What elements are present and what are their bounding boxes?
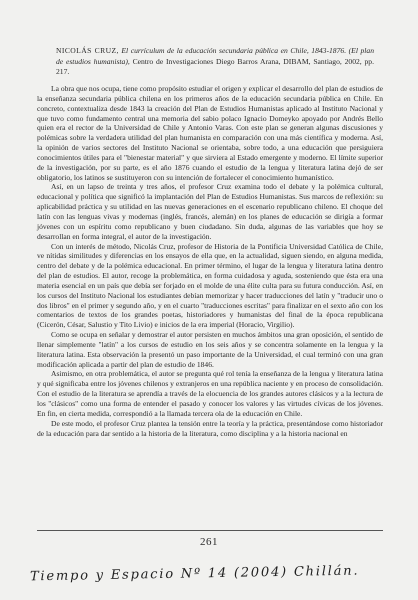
paragraph: La obra que nos ocupa, tiene como propósito estudiar el origen y explicar el desarrollo del plan de estudios de la enseñanza secundaria pública chilena en los primeros años de la educación secundaria pública en Chile. En concreto, contextualiza desde 1843 la creación del Plan de Estudios Humanistas aplicado al Instituto Nacional y que tuvo como fundamento central una memoria del sabio polaco Ignacio Domeyko apoyado por Andrés Bello quien era el rector de la Universidad de Chile y Antonio Varas. Con este plan se generan algunas discusiones y polémicas sobre la verdadera utilidad del plan humanista en comparación con una más científica y moderna. Así, la opinión de varios sectores del Instituto Nacional se orientaba, sobre todo, a una educación que persiguiera conocimientos útiles para el "bienestar material" y que sirviera al Estado emergente y moderno. El límite superior de la investigación, por su parte, es el año 1876 cuando el estudio de la lengua y literatura latina dejó de ser obligatorio, los latinos se sustituyeron con su intención de fortalecer el conocimiento humanístico.: [37, 84, 383, 182]
paragraph: Con un interés de método, Nicolás Cruz, profesor de Historia de la Pontificia Universidad Católica de Chile, ve nítidas similitudes y diferencias en los ensayos de ella que, en la actualidad, siguen siendo, en alguna medida, centro del debate y de la polémica educacional. En primer término, el lugar de la lengua y literatura latina dentro del plan de estudios. El autor, recoge la problemática, en forma cuidadosa y aguda, sosteniendo que ésta era una materia esencial en un país que debía ser forjado en el molde de una élite culta para su futura conducción. Así, en los cursos del Instituto Nacional los estudiantes debían memorizar y hacer traducciones del latín y "traducir uno o dos libros" en el primer y segundo año, y en el cuarto "traducciones escritas" para finalizar en el sexto año con los comentarios de textos de los grandes poetas, historiadores y humanistas del final de la época republicana (Cicerón, César, Salustio y Tito Livio) e inicios de la era imperial (Horacio, Virgilio).: [37, 241, 383, 330]
footer-rule: [37, 530, 383, 531]
paragraph: Así, en un lapso de treinta y tres años, el profesor Cruz examina todo el debate y la polémica cultural, educacional y política que significó la implantación del Plan de Estudios Humanistas. Sus marcos de reflexión: su aplicabilidad práctica y su utilidad en las nuevas generaciones en el escenario republicano chileno. El choque del latín con las lenguas vivas y modernas (inglés, francés, alemán) en los planes de educación se dirigía a formar jóvenes con un espíritu como republicano y buen ciudadano. Sin duda, algunas de las variables que hoy se desarrollan en forma integral, el autor de la investigación.: [37, 182, 383, 241]
review-body: [37, 84, 383, 438]
handwritten-note: Tiempo y Espacio Nº 14 (2004) Chillán.: [29, 563, 360, 585]
bibliographic-citation: [56, 46, 374, 78]
citation-title: El currículum de la educación secundaria pública en Chile, 1843-1876. (El plan de estudios humanista),: [56, 46, 374, 66]
paragraph: Asimismo, en otra problemática, el autor se pregunta qué rol tenía la enseñanza de la lengua y literatura latina y qué significaba entre los jóvenes chilenos y extranjeros en una república naciente y en proceso de consolidación. Con el estudio de la literatura se aprendía a través de la elocuencia de los grandes autores clásicos y a la lectura de los "clásicos" como una forma de entender el pasado y conocer los valores y las virtudes cívicas de los jóvenes. En fin, en cierta medida, correspondió a la llamada tercera ola de la educación en Chile.: [37, 369, 383, 418]
page-number: 261: [200, 536, 218, 548]
paragraph: Como se ocupa en señalar y demostrar el autor persisten en muchos ámbitos una gran oposición, el sentido de llenar simplemente "latín" a los cursos de estudio en los seis años y se concentra solamente en la lengua y la literatura latina. Esta observación la presentó un paso importante de la Universidad, el cual terminó con una gran modificación aplicada a partir del plan de estudio de 1846.: [37, 330, 383, 369]
citation-publication: Centro de Investigaciones Diego Barros Arana, DIBAM, Santiago, 2002, pp. 217.: [56, 56, 374, 77]
citation-author: NICOLÁS CRUZ,: [56, 46, 119, 55]
paragraph: De este modo, el profesor Cruz plantea la tensión entre la teoría y la práctica, presentándose como historiador de la educación para dar sentido a la historia de la literatura, como disciplina y a la historia nacional en: [37, 418, 383, 438]
